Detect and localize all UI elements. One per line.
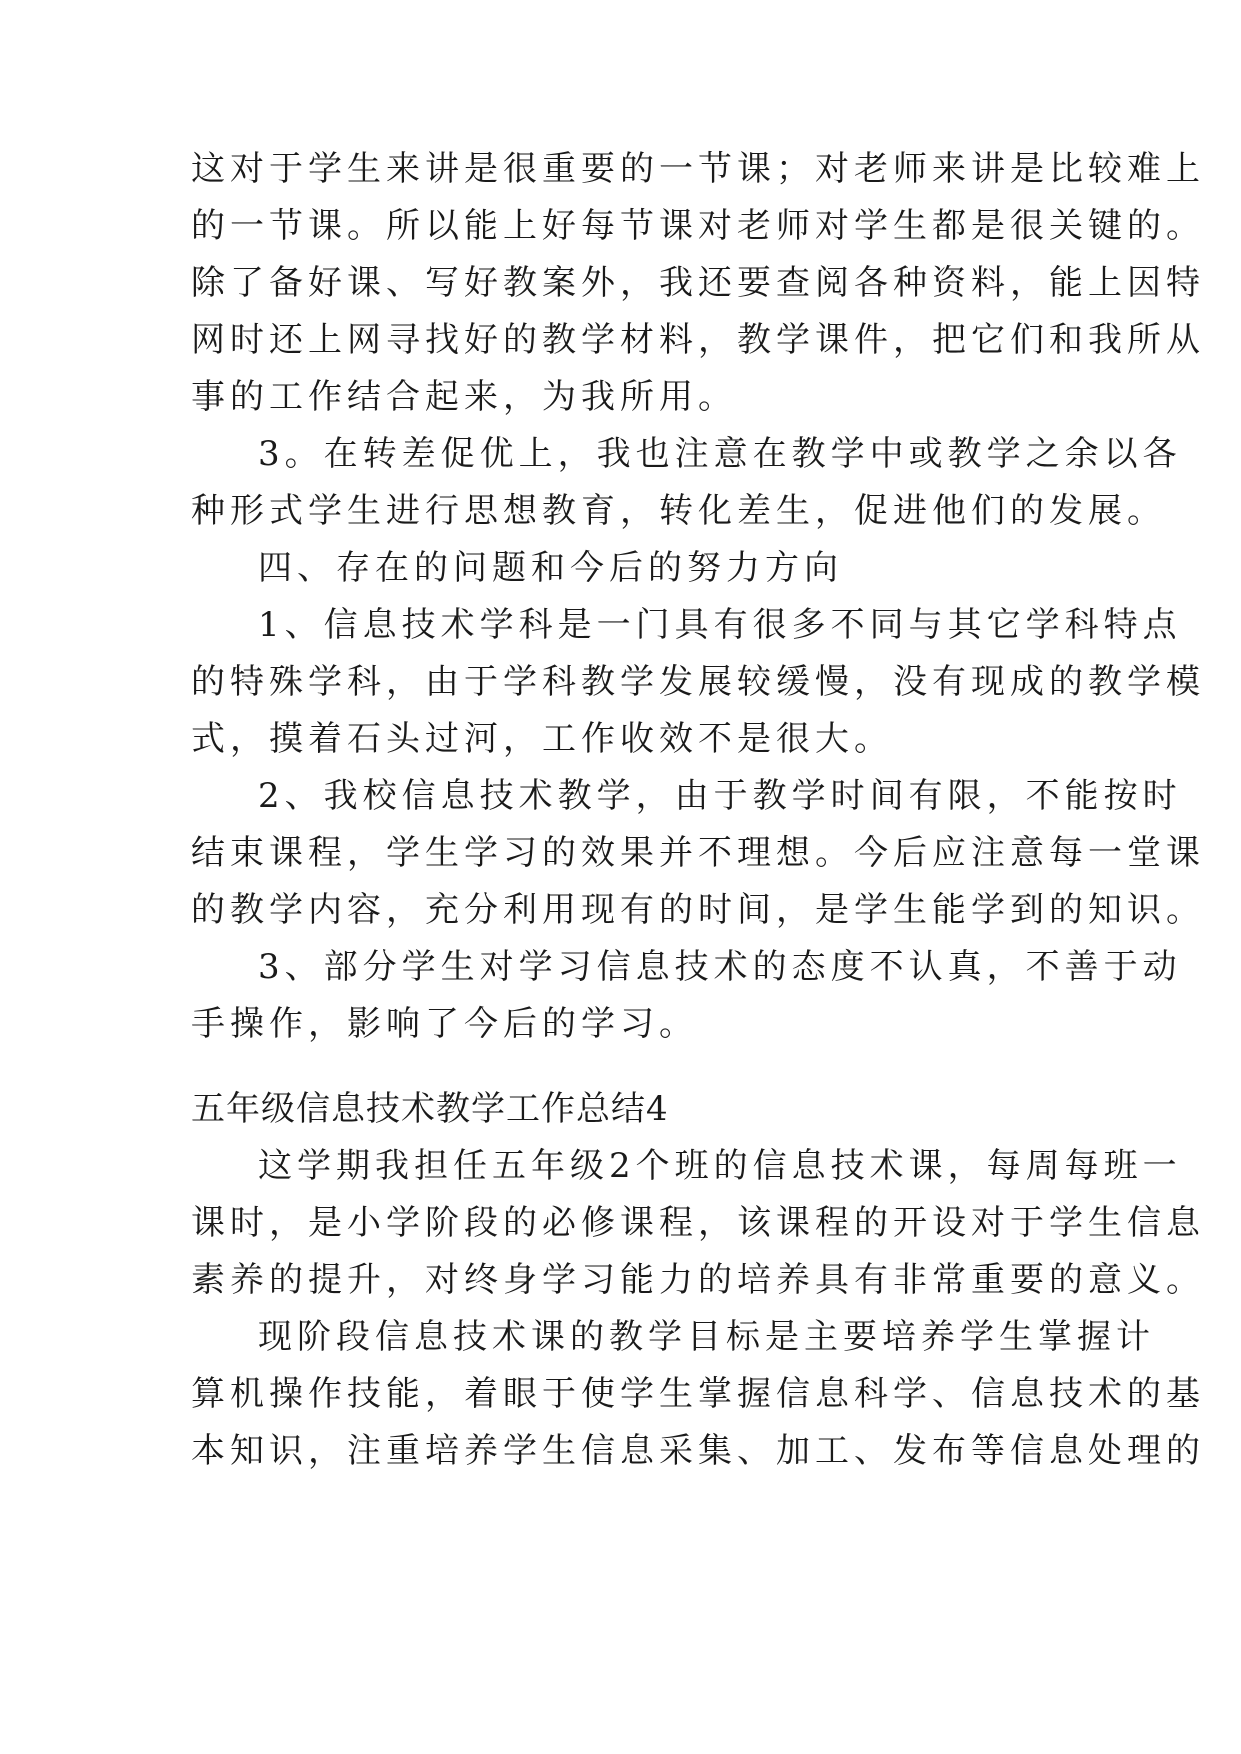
text-line: 这学期我担任五年级2个班的信息技术课，每周每班一: [258, 1146, 1182, 1186]
text-line: 手操作，影响了今后的学习。: [191, 1004, 698, 1044]
document-title: 五年级信息技术教学工作总结4: [191, 1089, 669, 1129]
text-line: 本知识，注重培养学生信息采集、加工、发布等信息处理的: [191, 1431, 1205, 1471]
section-heading: 四、存在的问题和今后的努力方向: [258, 548, 843, 588]
text-line: 这对于学生来讲是很重要的一节课；对老师来讲是比较难上: [191, 149, 1205, 189]
text-line: 事的工作结合起来，为我所用。: [191, 377, 737, 417]
text-line: 算机操作技能，着眼于使学生掌握信息科学、信息技术的基: [191, 1374, 1205, 1414]
text-line: 2、我校信息技术教学，由于教学时间有限，不能按时: [258, 776, 1182, 816]
text-line: 3。在转差促优上，我也注意在教学中或教学之余以各: [258, 434, 1182, 474]
text-line: 种形式学生进行思想教育，转化差生，促进他们的发展。: [191, 491, 1166, 531]
text-line: 3、部分学生对学习信息技术的态度不认真，不善于动: [258, 947, 1182, 987]
text-line: 课时，是小学阶段的必修课程，该课程的开设对于学生信息: [191, 1203, 1205, 1243]
text-line: 的教学内容，充分利用现有的时间，是学生能学到的知识。: [191, 890, 1205, 930]
text-line: 的一节课。所以能上好每节课对老师对学生都是很关键的。: [191, 206, 1205, 246]
text-line: 的特殊学科，由于学科教学发展较缓慢，没有现成的教学模: [191, 662, 1205, 702]
text-line: 素养的提升，对终身学习能力的培养具有非常重要的意义。: [191, 1260, 1205, 1300]
text-line: 除了备好课、写好教案外，我还要查阅各种资料，能上因特: [191, 263, 1205, 303]
text-line: 现阶段信息技术课的教学目标是主要培养学生掌握计: [258, 1317, 1155, 1357]
text-line: 网时还上网寻找好的教学材料，教学课件，把它们和我所从: [191, 320, 1205, 360]
text-line: 1、信息技术学科是一门具有很多不同与其它学科特点: [258, 605, 1182, 645]
text-line: 式，摸着石头过河，工作收效不是很大。: [191, 719, 893, 759]
text-line: 结束课程，学生学习的效果并不理想。今后应注意每一堂课: [191, 833, 1205, 873]
